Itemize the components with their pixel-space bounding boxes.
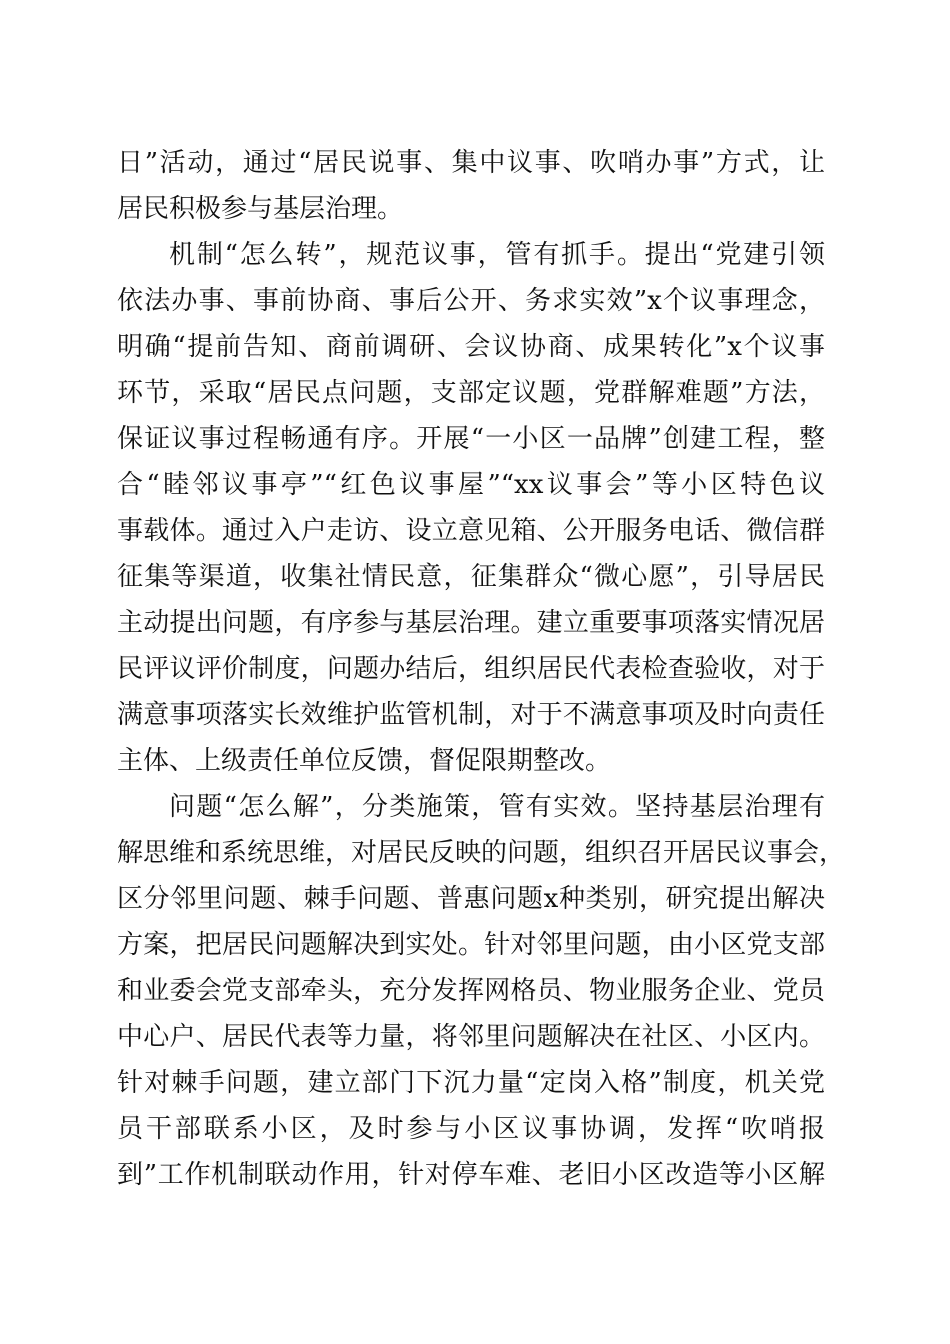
text-line: 主动提出问题，有序参与基层治理。建立重要事项落实情况居: [117, 608, 825, 638]
text-line: 方案，把居民问题解决到实处。针对邻里问题，由小区党支部: [117, 930, 825, 960]
text-line: 针对棘手问题，建立部门下沉力量“定岗入格”制度，机关党: [117, 1068, 825, 1098]
text-line: 和业委会党支部牵头，充分发挥网格员、物业服务企业、党员: [117, 976, 825, 1006]
text-line: 合“睦邻议事亭”“红色议事屋”“xx议事会”等小区特色议: [117, 470, 825, 500]
text-line: 员干部联系小区，及时参与小区议事协调，发挥“吹哨报: [117, 1114, 825, 1144]
text-line: 主体、上级责任单位反馈，督促限期整改。: [117, 746, 612, 776]
text-line: 环节，采取“居民点问题，支部定议题，党群解难题”方法，: [117, 378, 825, 408]
text-line: 依法办事、事前协商、事后公开、务求实效”x个议事理念，: [117, 286, 825, 316]
text-line: 保证议事过程畅通有序。开展“一小区一品牌”创建工程，整: [117, 424, 825, 454]
text-line: 居民积极参与基层治理。: [117, 194, 404, 224]
paragraph-heading-mechanism: 机制“怎么转”，规范议事，管有抓手。提出“党建引领: [169, 240, 825, 270]
text-line: 明确“提前告知、商前调研、会议协商、成果转化”x个议事: [117, 332, 825, 362]
text-line: 解思维和系统思维，对居民反映的问题，组织召开居民议事会，: [117, 838, 846, 868]
text-line: 民评议评价制度，问题办结后，组织居民代表检查验收，对于: [117, 654, 825, 684]
paragraph-heading-problem: 问题“怎么解”，分类施策，管有实效。坚持基层治理有: [169, 792, 825, 822]
text-line: 征集等渠道，收集社情民意，征集群众“微心愿”，引导居民: [117, 562, 825, 592]
text-line: 事载体。通过入户走访、设立意见箱、公开服务电话、微信群: [117, 516, 825, 546]
text-line: 日”活动，通过“居民说事、集中议事、吹哨办事”方式，让: [117, 148, 825, 178]
text-line: 区分邻里问题、棘手问题、普惠问题x种类别，研究提出解决: [117, 884, 825, 914]
text-line: 满意事项落实长效维护监管机制，对于不满意事项及时向责任: [117, 700, 825, 730]
text-line: 中心户、居民代表等力量，将邻里问题解决在社区、小区内。: [117, 1022, 825, 1052]
text-line: 到”工作机制联动作用，针对停车难、老旧小区改造等小区解: [117, 1160, 825, 1190]
